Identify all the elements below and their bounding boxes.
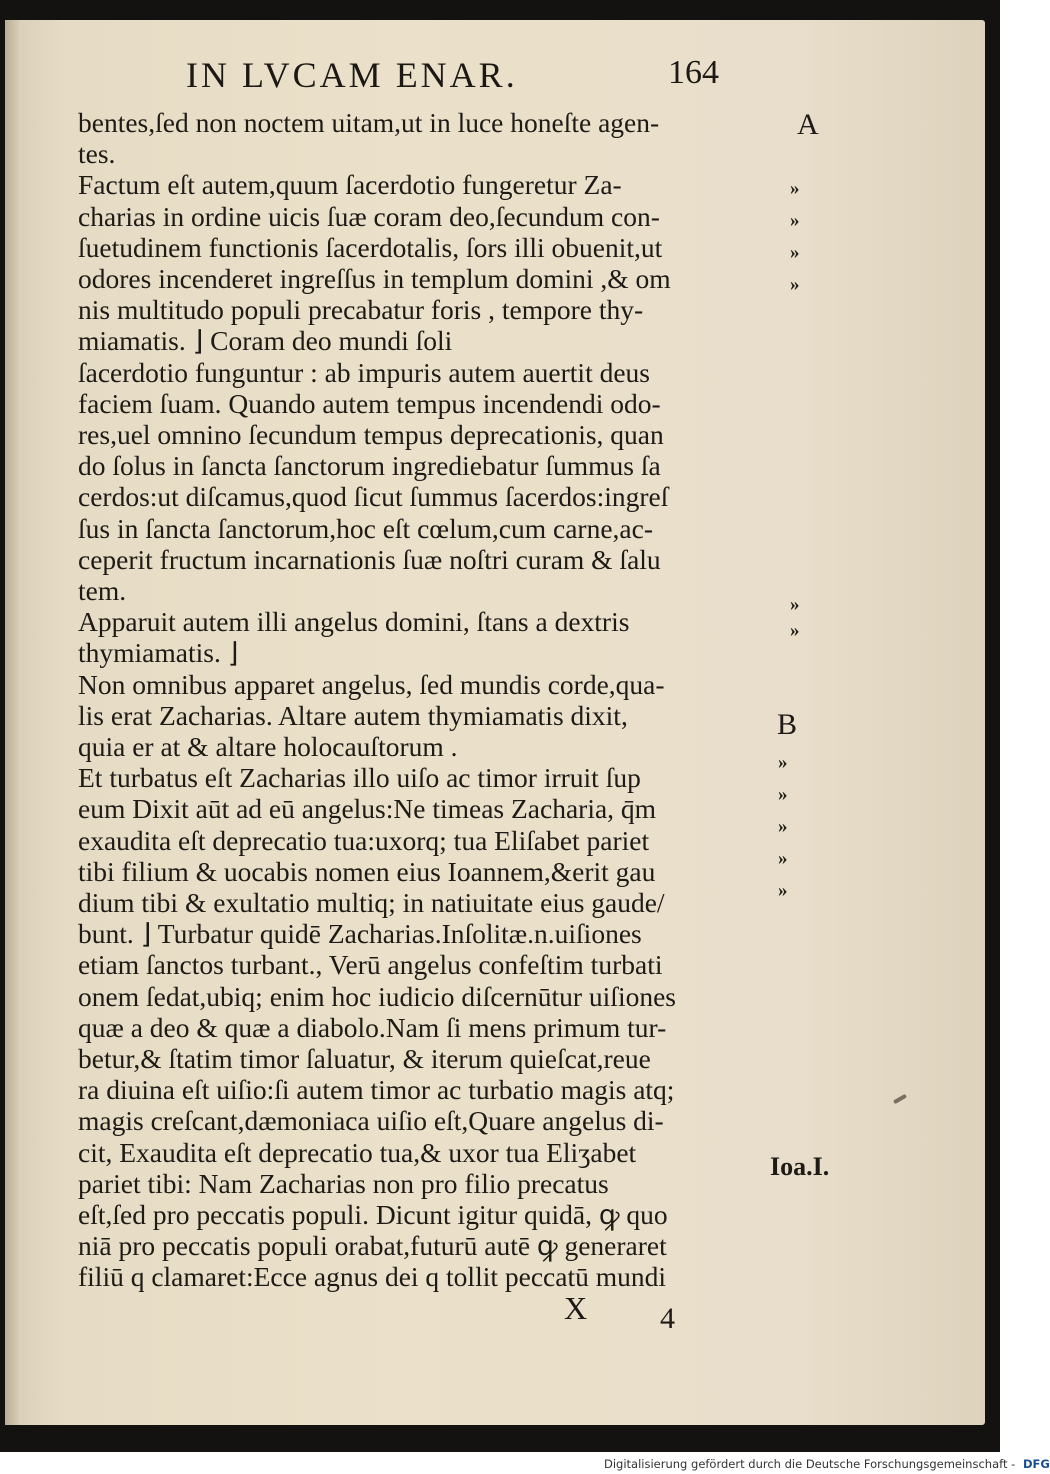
text-line: tibi filium & uocabis nomen eius Ioannem,&erit gau <box>78 855 656 887</box>
footer-text: Digitalisierung gefördert durch die Deutsche Forschungsgemeinschaft - <box>604 1457 1016 1471</box>
folio-number: 164 <box>668 54 719 91</box>
text-line: Et turbatus eſt Zacharias illo uiſo ac timor irruit ſup <box>78 762 641 794</box>
text-line: Apparuit autem illi angelus domini, ſtans a dextris <box>78 606 630 638</box>
text-line: pariet tibi: Nam Zacharias non pro filio precatus <box>78 1167 609 1199</box>
dfg-logo: DFG <box>1022 1457 1050 1471</box>
text-line: faciem ſuam. Quando autem tempus incendendi odo- <box>78 387 661 419</box>
text-line: res,uel omnino ſecundum tempus deprecationis, quan <box>78 419 664 450</box>
text-line: charias in ordine uicis ſuæ coram deo,ſecundum con- <box>78 200 660 232</box>
text-line: thymiamatis. ⌋ <box>78 637 239 669</box>
text-line: do ſolus in ſancta ſanctorum ingrediebatur ſummus ſa <box>78 450 661 482</box>
running-head: IN LVCAM ENAR. <box>186 55 518 95</box>
margin-quote-mark: » <box>790 274 800 295</box>
text-line: ſus in ſancta ſanctorum,hoc eſt cœlum,cum carne,ac- <box>78 512 653 544</box>
margin-quote-mark: » <box>778 816 788 837</box>
page-gutter <box>5 20 19 1425</box>
signature-number: 4 <box>660 1302 675 1335</box>
text-line: magis creſcant,dæmoniaca uiſio eſt,Quare angelus di- <box>78 1105 664 1137</box>
text-line: tem. <box>78 575 127 606</box>
text-line: ra diuina eſt uiſio:ſi autem timor ac turbatio magis atq; <box>78 1074 675 1106</box>
text-line: etiam ſanctos turbant., Verū angelus confeſtim turbati <box>78 949 663 981</box>
margin-quote-mark: » <box>790 242 800 263</box>
text-line: exaudita eſt deprecatio tua:uxorq; tua Eliſabet pariet <box>78 824 650 856</box>
margin-quote-mark: » <box>790 178 800 199</box>
margin-quote-mark: » <box>778 784 788 805</box>
text-line: bentes,ſed non noctem uitam,ut in luce honeſte agen- <box>78 107 660 138</box>
text-line: tes. <box>78 138 116 170</box>
text-line: niā pro peccatis populi orabat,futurū autē ꝙ generaret <box>78 1230 667 1262</box>
text-line: miamatis. ⌋ Coram deo mundi ſoli <box>78 325 453 357</box>
text-line: onem ſedat,ubiq; enim hoc iudicio diſcernūtur uiſiones <box>78 980 676 1012</box>
text-line: Non omnibus apparet angelus, ſed mundis corde,qua- <box>78 668 665 700</box>
margin-quote-mark: » <box>778 848 788 869</box>
margin-reference: Ioa.I. <box>770 1152 830 1181</box>
margin-quote-mark: » <box>778 880 788 901</box>
text-line: filiū q clamaret:Ecce agnus dei q tollit peccatū mundi <box>78 1261 666 1293</box>
margin-letter-b: B <box>777 708 798 741</box>
text-line: eum Dixit aūt ad eū angelus:Ne timeas Zacharia, q̄m <box>78 793 657 825</box>
signature-letter: X <box>564 1290 588 1326</box>
margin-letter-a: A <box>797 108 819 141</box>
text-line: quia er at & altare holocauſtorum . <box>78 731 458 762</box>
text-line: Factum eſt autem,quum ſacerdotio fungeretur Za- <box>78 169 622 201</box>
text-line: betur,& ſtatim timor ſaluatur, & iterum quieſcat,reue <box>78 1043 651 1074</box>
text-line: quæ a deo & quæ a diabolo.Nam ſi mens primum tur- <box>78 1011 667 1043</box>
text-line: odores incenderet ingreſſus in templum domini ,& om <box>78 263 671 294</box>
text-line: ceperit fructum incarnationis ſuæ noſtri curam & ſalu <box>78 543 661 575</box>
text-line: nis multitudo populi precabatur foris , tempore thy- <box>78 294 644 326</box>
footer-credit <box>604 1457 1050 1471</box>
margin-quote-mark: » <box>790 210 800 231</box>
margin-quote-mark: » <box>790 594 800 615</box>
margin-quote-mark: » <box>778 752 788 773</box>
text-line: lis erat Zacharias. Altare autem thymiamatis dixit, <box>78 699 628 731</box>
text-line: ſuetudinem functionis ſacerdotalis, ſors illi obuenit,ut <box>78 231 663 263</box>
text-line: cerdos:ut diſcamus,quod ſicut ſummus ſacerdos:ingreſ <box>78 481 669 513</box>
text-line: eſt,ſed pro peccatis populi. Dicunt igitur quidā, ꝙ quo <box>78 1199 668 1230</box>
text-line: dium tibi & exultatio multiq; in natiuitate eius gaude/ <box>78 887 665 918</box>
text-line: cit, Exaudita eſt deprecatio tua,& uxor tua Eliʒabet <box>78 1136 637 1168</box>
margin-quote-mark: » <box>790 620 800 641</box>
text-line: ſacerdotio funguntur : ab impuris autem auertit deus <box>78 356 650 388</box>
text-line: bunt. ⌋ Turbatur quidē Zacharias.Inſolitæ.n.uiſiones <box>78 918 642 950</box>
